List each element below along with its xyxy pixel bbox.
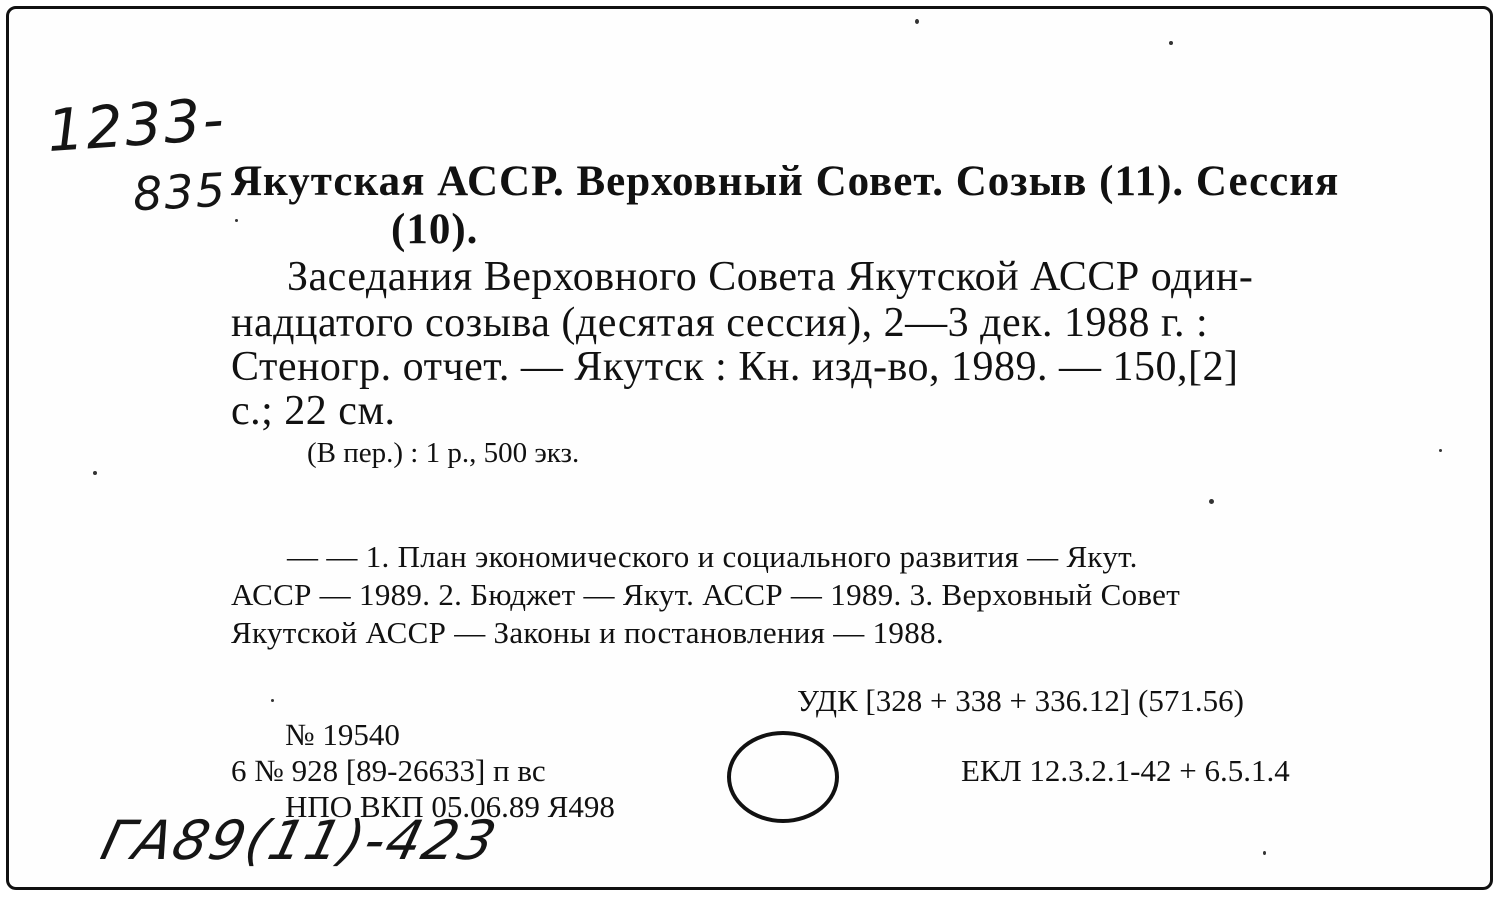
scan-speck	[93, 471, 97, 475]
handwritten-number-bottom: 835	[131, 162, 229, 222]
description-line-1: Заседания Верховного Совета Якутской АССР один-	[287, 254, 1254, 300]
heading-line-1: Якутская АССР. Верховный Совет. Созыв (11). Сессия	[231, 158, 1340, 205]
subjects-line-1: — — 1. План экономического и социального развития — Якут.	[287, 539, 1138, 574]
handwritten-code: ГА89(11)-423	[95, 809, 504, 872]
order-line: 6 № 928 [89-26633] п вс	[231, 753, 546, 788]
scan-speck	[915, 19, 919, 24]
description-line-4: с.; 22 см.	[231, 388, 396, 434]
scan-speck	[271, 699, 274, 702]
catalog-card	[6, 6, 1493, 890]
ekl-code: ЕКЛ 12.3.2.1-42 + 6.5.1.4	[961, 753, 1290, 788]
scan-speck	[1209, 499, 1214, 504]
subjects-line-3: Якутской АССР — Законы и постановления — 1988.	[231, 615, 944, 650]
handwritten-number-top: 1233-	[44, 84, 228, 166]
description-line-2: надцатого созыва (десятая сессия), 2—3 дек. 1988 г. :	[231, 300, 1209, 346]
udk-code: УДК [328 + 338 + 336.12] (571.56)	[797, 683, 1244, 718]
subjects-line-2: АССР — 1989. 2. Бюджет — Якут. АССР — 1989. 3. Верховный Совет	[231, 577, 1181, 612]
heading-line-2: (10).	[391, 206, 479, 253]
scan-speck	[1439, 449, 1442, 452]
price-line: (В пер.) : 1 р., 500 экз.	[307, 437, 580, 469]
record-number: № 19540	[285, 717, 400, 752]
npo-line: НПО ВКП 05.06.89 Я498	[285, 789, 615, 824]
scan-speck	[235, 219, 238, 222]
description-line-3: Стеногр. отчет. — Якутск : Кн. изд-во, 1989. — 150,[2]	[231, 344, 1239, 390]
scan-speck	[1169, 41, 1173, 45]
circle-stamp	[727, 731, 839, 823]
scan-speck	[1263, 851, 1266, 855]
